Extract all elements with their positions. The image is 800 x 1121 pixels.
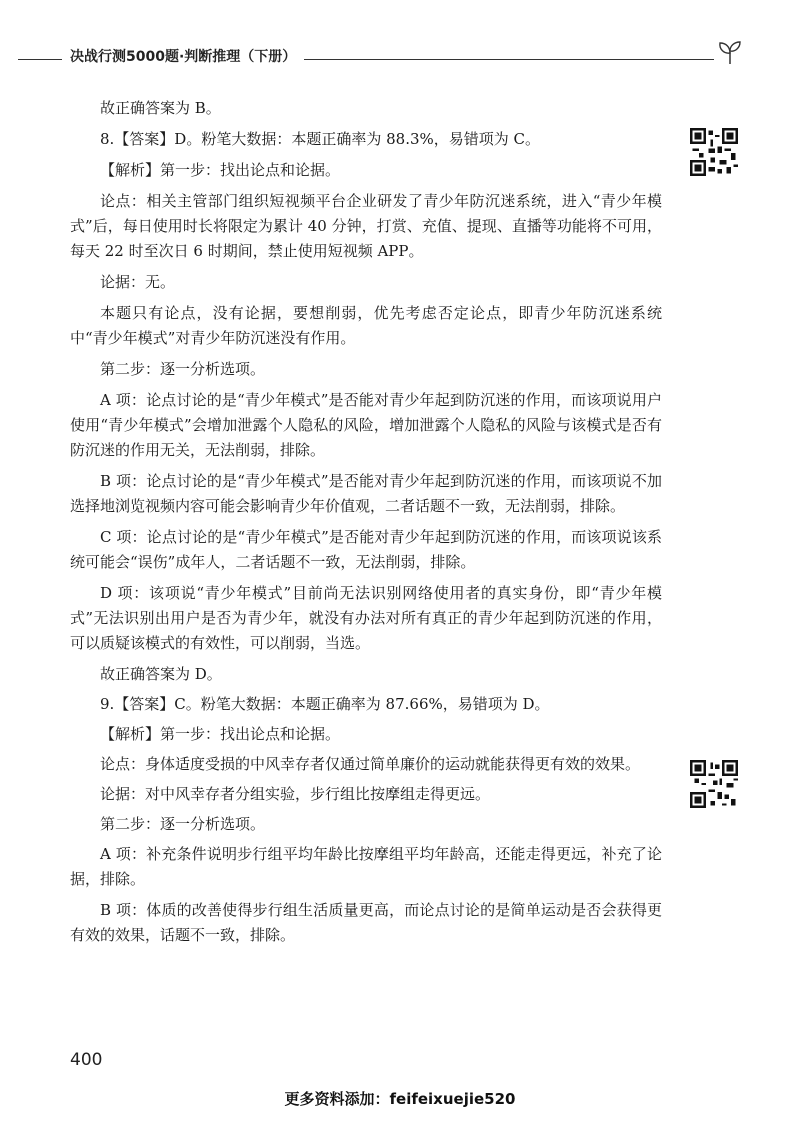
page-number: 400 — [70, 1050, 103, 1070]
answer-explanation-body — [70, 96, 662, 954]
answer-line-q9: 9.【答案】C。粉笔大数据：本题正确率为 87.66%，易错项为 D。 — [100, 695, 550, 713]
page-header — [0, 38, 800, 78]
sprout-icon — [716, 38, 744, 66]
footer-contact: 更多资料添加：feifeixuejie520 — [284, 1090, 516, 1108]
analysis-heading-q9: 【解析】第一步：找出论点和论据。 — [100, 725, 341, 743]
paragraph: 第二步：逐一分析选项。 — [100, 815, 266, 833]
paragraph: 本题只有论点，没有论据，要想削弱，优先考虑否定论点，即青少年防沉迷系统中“青少年模式”对青少年防沉迷没有作用。 — [70, 304, 662, 347]
option-d-analysis-q8: D 项：该项说“青少年模式”目前尚无法识别网络使用者的真实身份，即“青少年模式”无法识别出用户是否为青少年，就没有办法对所有真正的青少年起到防沉迷的作用，可以质疑该模式的有效性，可以削弱，当选。 — [70, 584, 662, 652]
option-b-analysis-q9: B 项：体质的改善使得步行组生活质量更高，而论点讨论的是简单运动是否会获得更有效的效果，话题不一致，排除。 — [70, 901, 662, 944]
paragraph: 论据：无。 — [100, 273, 176, 291]
qr-code-icon[interactable] — [690, 760, 738, 808]
header-rule-left — [18, 59, 62, 60]
paragraph: 故正确答案为 D。 — [100, 665, 222, 683]
header-rule-right — [304, 59, 714, 60]
answer-line-q8: 8.【答案】D。粉笔大数据：本题正确率为 88.3%，易错项为 C。 — [100, 130, 541, 148]
option-a-analysis-q8: A 项：论点讨论的是“青少年模式”是否能对青少年起到防沉迷的作用，而该项说用户使用“青少年模式”会增加泄露个人隐私的风险，增加泄露个人隐私的风险与该模式是否有防沉迷的作用无关，无法削弱，排除。 — [70, 391, 662, 459]
option-c-analysis-q8: C 项：论点讨论的是“青少年模式”是否能对青少年起到防沉迷的作用，而该项说该系统可能会“误伤”成年人，二者话题不一致，无法削弱，排除。 — [70, 528, 662, 571]
paragraph: 论点：身体适度受损的中风幸存者仅通过简单廉价的运动就能获得更有效的效果。 — [100, 755, 641, 773]
option-b-analysis-q8: B 项：论点讨论的是“青少年模式”是否能对青少年起到防沉迷的作用，而该项说不加选择地浏览视频内容可能会影响青少年价值观，二者话题不一致，无法削弱，排除。 — [70, 472, 662, 515]
paragraph: 论点：相关主管部门组织短视频平台企业研发了青少年防沉迷系统，进入“青少年模式”后，每日使用时长将限定为累计 40 分钟，打赏、充值、提现、直播等功能将不可用，每天 22 时至次日 6 时期间，禁止使用短视频 APP。 — [70, 192, 662, 260]
option-a-analysis-q9: A 项：补充条件说明步行组平均年龄比按摩组平均年龄高，还能走得更远，补充了论据，排除。 — [70, 845, 662, 888]
paragraph: 故正确答案为 B。 — [100, 99, 221, 117]
analysis-heading-q8: 【解析】第一步：找出论点和论据。 — [100, 161, 341, 179]
paragraph: 第二步：逐一分析选项。 — [100, 360, 266, 378]
paragraph: 论据：对中风幸存者分组实验，步行组比按摩组走得更远。 — [100, 785, 491, 803]
book-title: 决战行测5000题·判断推理（下册） — [70, 49, 297, 65]
qr-code-icon[interactable] — [690, 128, 738, 176]
